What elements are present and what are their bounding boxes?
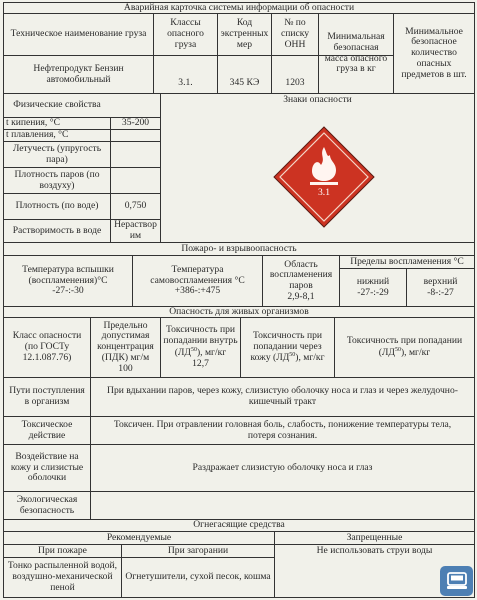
pdk-value: 100 <box>118 362 133 374</box>
volatility-label: Летучесть (упругость пара) <box>12 142 102 165</box>
skin-toxicity-unit: ), мг/кг <box>295 352 325 364</box>
melting-point-label: t плавления, °С <box>6 129 69 141</box>
ignition-area-label: Область воспламенения паров <box>269 258 333 291</box>
ld-superscript: 50 <box>289 352 296 359</box>
skin-effect-label: Воздействие на кожу и слизистые оболочки <box>10 450 84 484</box>
hazard-signs-title: Знаки опасности <box>283 93 352 105</box>
fire-case-header: При пожаре <box>38 544 87 556</box>
vapor-density-value <box>111 168 160 193</box>
col-min-qty-header: Минимальное безопасное количество опасных предметов в шт. <box>401 25 467 80</box>
upper-limit-label: верхний <box>423 275 458 287</box>
upper-limit-value: -8-:-27 <box>427 286 454 298</box>
other-toxicity-cell <box>335 318 474 377</box>
ld-superscript: 50 <box>190 346 197 353</box>
flash-point-value: -27-:-30 <box>52 285 84 297</box>
col-class-header: Классы опасного груза <box>167 17 204 50</box>
gost-class-label: Класс опасности (по ГОСТу 12.1.087.76) <box>12 330 82 363</box>
extinguish-title: Огнегасящие средства <box>193 519 285 531</box>
hazard-class-label: 3.1 <box>318 186 330 198</box>
cargo-name-value: Нефтепродукт Бензин автомобильный <box>33 62 124 85</box>
solubility-value: Нерастворим <box>114 219 157 241</box>
cargo-class-value: 3.1. <box>178 76 193 88</box>
oral-toxicity-label: Токсичность при попадании внутрь (ЛД <box>163 324 238 359</box>
ld-superscript: 50 <box>394 346 401 353</box>
other-toxicity-label: Токсичность при попадании (ЛД <box>346 335 463 359</box>
skin-toxicity-label: Токсичность при попадании через кожу (ЛД <box>250 329 323 364</box>
toxic-action-label: Токсическое действие <box>21 418 73 441</box>
lower-limit-value: -27-:-29 <box>357 286 389 298</box>
eco-text <box>91 492 474 519</box>
ignition-limits-label: Пределы воспламенения °С <box>350 255 464 267</box>
col-un-header: № по списку ОНН <box>280 17 310 50</box>
truck-badge-icon[interactable] <box>440 566 473 596</box>
boiling-point-label: t кипения, °С <box>6 117 60 129</box>
col-min-mass-header: Минимальная безопасная масса опаcного груза в кг <box>324 31 388 75</box>
flash-point-cell <box>4 256 132 306</box>
skin-toxicity-cell <box>241 318 334 377</box>
living-section-title: Опасность для живых организмов <box>169 305 309 317</box>
boiling-point-value: 35-200 <box>121 117 150 129</box>
ignition-case-text: Огнетушители, сухой песок, кошма <box>125 571 271 583</box>
ignition-area-value: 2,9-8,1 <box>287 290 315 302</box>
skin-effect-text: Раздражает слизистую оболочку носа и глаз <box>192 461 373 473</box>
routes-label: Пути поступления в организм <box>9 385 85 407</box>
solubility-label: Растворимость в воде <box>12 224 102 236</box>
pdk-cell <box>91 318 160 377</box>
flammable-diamond-icon <box>272 125 376 229</box>
autoignition-cell <box>133 256 262 306</box>
ignition-area-cell <box>263 256 339 306</box>
autoignition-value: +386-:+475 <box>174 285 221 297</box>
col-name-header: Техническое наименование груза <box>10 28 147 40</box>
melting-point-value <box>111 130 160 141</box>
fire-case-text: Тонко распыленной водой, воздушно-механической пеной <box>7 560 118 593</box>
ignition-case-header: При загорании <box>167 544 229 556</box>
emergency-code-value: 345 КЭ <box>229 76 260 88</box>
pdk-label: Предельно допустимая концентрация (ПДК) мг/м <box>97 319 154 363</box>
un-number-value: 1203 <box>285 76 305 88</box>
upper-limit-cell <box>407 269 474 306</box>
other-toxicity-unit: ), мг/кг <box>400 347 431 359</box>
density-label: Плотность (по воде) <box>15 200 99 212</box>
flash-point-label: Температура вспышки (воспламенения)°С <box>22 263 114 286</box>
routes-text: При вдыхании паров, через кожу, слизистую оболочку носа и глаз и через желудочно-кишечный тракт <box>107 385 458 407</box>
fire-section-title: Пожаро- и взрывоопасность <box>181 242 297 254</box>
autoignition-label: Температура самовоспламенения °С <box>150 263 245 286</box>
vapor-density-label: Плотность паров (по воздуху) <box>14 168 100 191</box>
lower-limit-cell <box>340 269 406 306</box>
prohibited-text: Не использовать струи воды <box>316 544 433 556</box>
prohibited-header: Запрещенные <box>346 531 403 543</box>
emergency-card <box>3 2 475 598</box>
eco-label: Экологическая безопасность <box>16 493 78 516</box>
toxic-action-text: Токсичен. При отравлении головная боль, слабость, понижение температуры тела, потеря сознания. <box>113 418 452 441</box>
card-title: Аварийная карточка системы информации об опасности <box>123 1 355 13</box>
oral-toxicity-value: 12,7 <box>192 357 209 369</box>
oral-toxicity-unit: ), мг/кг <box>196 347 227 359</box>
oral-toxicity-cell <box>161 318 240 377</box>
col-code-header: Код экстренных мер <box>220 17 269 50</box>
recommended-header: Рекомендуемые <box>106 531 172 543</box>
density-value: 0,750 <box>124 200 147 212</box>
lower-limit-label: нижний <box>356 275 390 287</box>
physical-props-title: Физические свойства <box>13 99 101 111</box>
volatility-value <box>111 142 160 167</box>
